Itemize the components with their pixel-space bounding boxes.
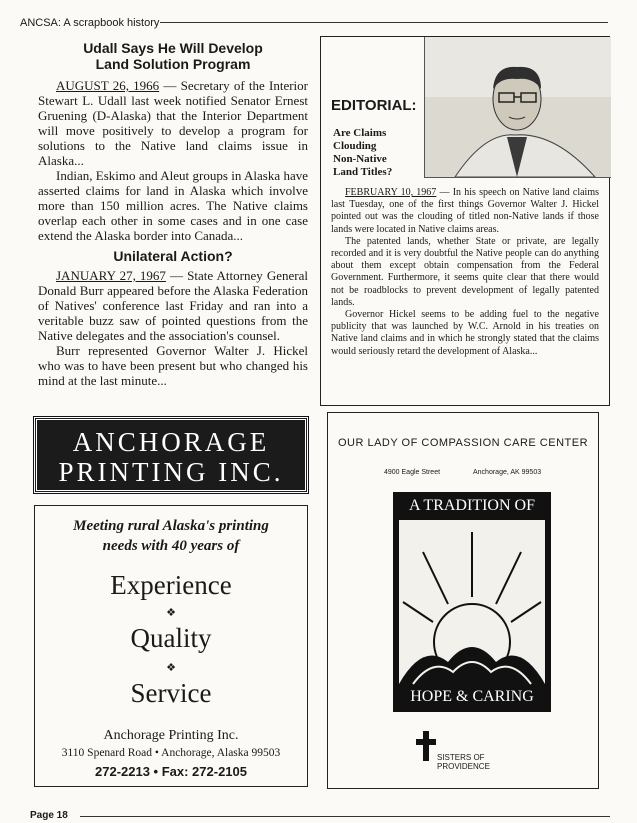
diamond-icon: ❖	[166, 607, 176, 619]
editorial-box	[320, 36, 610, 406]
question-line: Non-Native	[333, 153, 387, 165]
diamond-icon: ❖	[166, 662, 176, 674]
article-paragraph	[38, 268, 308, 343]
dateline: FEBRUARY 10, 1967	[345, 187, 437, 198]
article-paragraph	[38, 78, 308, 168]
paragraph-text: — In his speech on Native land claims last Tuesday, one of the first things Governor Walter J. Hickel pointed out was the clouding of titled non-Native lands if those lands were located in Native claims areas.	[331, 187, 600, 235]
banner-line-1: ANCHORAGE	[72, 427, 270, 457]
sisters-of-providence	[437, 753, 490, 771]
dateline: AUGUST 26, 1966	[56, 78, 160, 93]
ad-phone-fax: 272-2213 • Fax: 272-2105	[95, 764, 247, 779]
sisters-cross-icon	[416, 731, 436, 761]
tagline-line: Meeting rural Alaska's printing	[73, 518, 269, 534]
running-head: ANCSA: A scrapbook history	[20, 17, 160, 29]
word-quality: Quality	[130, 623, 212, 653]
care-center-city: Anchorage, AK 99503	[473, 469, 542, 476]
page-number: Page 18	[30, 810, 68, 821]
ad-company-name: Anchorage Printing Inc.	[103, 728, 239, 743]
editorial-paragraph: Governor Hickel seems to be adding fuel to the negative publicity that was launched by W.C. Arnold in his treaties on Native land claims and in which he strongly stated that the claims would seriously retard the development of Alaska...	[331, 309, 599, 357]
header-rule	[160, 22, 608, 23]
left-article	[38, 40, 308, 388]
editorial-paragraph	[331, 187, 599, 236]
article-headline	[38, 40, 308, 72]
printing-ad-banner	[34, 417, 308, 493]
care-center-ad	[327, 412, 599, 789]
sisters-line: PROVIDENCE	[437, 762, 490, 771]
poster-bottom-text: HOPE & CARING	[410, 688, 534, 705]
printing-ad-box	[34, 505, 308, 787]
article-paragraph: Burr represented Governor Walter J. Hickel who was to have been present but who changed his mind at the last minute...	[38, 343, 308, 388]
portrait-photo	[424, 37, 611, 178]
editorial-label: EDITORIAL:	[331, 97, 417, 114]
dateline: JANUARY 27, 1967	[56, 268, 166, 283]
paragraph-text: — State Attorney General Donald Burr appeared before the Alaska Federation of Natives' conference last Friday and ran into a veritable buzz saw of pointed questions from the Native delegates and the association's counsel.	[38, 268, 308, 343]
editorial-paragraph: The patented lands, whether State or private, are legally recorded and it is very doubtful the Native people can do anything about them except obtain compensation from the Federal Government. Furthermore, it seems quite clear that there would not be roadblocks to prevent development of legally patented lands.	[331, 235, 599, 308]
editorial-body	[331, 187, 599, 358]
tagline-line: needs with 40 years of	[102, 538, 240, 554]
footer-rule	[80, 816, 610, 817]
ad-tagline	[35, 516, 307, 556]
question-line: Clouding	[333, 140, 377, 152]
headline-line-2: Land Solution Program	[95, 56, 251, 72]
tradition-poster	[393, 492, 551, 712]
paragraph-text: — Secretary of the Interior Stewart L. Udall last week notified Senator Ernest Gruening (D-Alaska) that the Interior Department will move positively to develop a program for solutions to the Native land claims issue in Alaska...	[38, 78, 308, 168]
editorial-question	[333, 127, 413, 179]
care-center-street: 4900 Eagle Street	[384, 469, 441, 476]
care-center-name: OUR LADY OF COMPASSION CARE CENTER	[337, 437, 589, 449]
sisters-line: SISTERS OF	[437, 753, 485, 762]
headline-line-1: Udall Says He Will Develop	[83, 40, 263, 56]
word-service: Service	[130, 678, 212, 708]
article-paragraph: Indian, Eskimo and Aleut groups in Alaska have asserted claims for land in Alaska which involve more than 150 million acres. The Native claims overlap each other in some cases and in one case extend the Alaska border into Canada...	[38, 168, 308, 243]
poster-top-text: A TRADITION OF	[409, 497, 535, 514]
sunrise-illustration	[393, 492, 551, 712]
portrait-illustration	[425, 37, 611, 177]
word-experience: Experience	[110, 570, 232, 600]
article-subhead: Unilateral Action?	[113, 248, 233, 264]
ad-address: 3110 Spenard Road • Anchorage, Alaska 99503	[61, 747, 281, 759]
question-line: Are Claims	[333, 127, 387, 139]
question-line: Land Titles?	[333, 166, 393, 178]
banner-line-2: PRINTING INC.	[58, 457, 284, 487]
